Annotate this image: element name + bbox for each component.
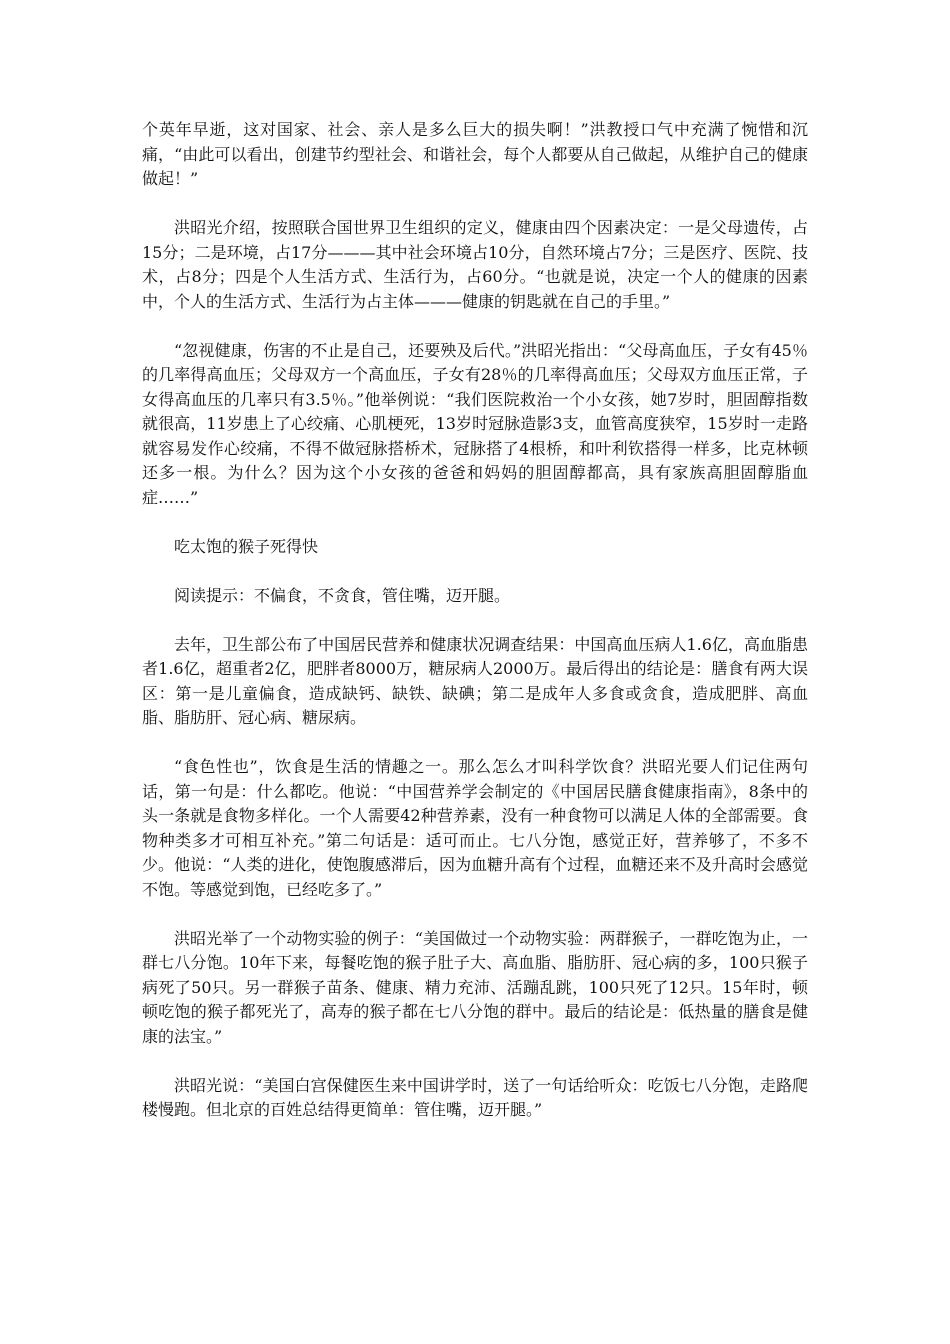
paragraph-3: “忽视健康，伤害的不止是自己，还要殃及后代。”洪昭光指出：“父母高血压，子女有45％的几率得高血压；父母双方一个高血压，子女有28％的几率得高血压；父母双方血压正常，子女得高血压的几率只有3.5％。”他举例说：“我们医院救治一个小女孩，她7岁时，胆固醇指数就很高，11岁患上了心绞痛、心肌梗死，13岁时冠脉造影3支，血管高度狭窄，15岁时一走路就容易发作心绞痛，不得不做冠脉搭桥术，冠脉搭了4根桥，和叶利钦搭得一样多，比克林顿还多一根。为什么？因为这个小女孩的爸爸和妈妈的胆固醇都高，具有家族高胆固醇脂血症……”	[142, 340, 808, 507]
paragraph-2: 洪昭光介绍，按照联合国世界卫生组织的定义，健康由四个因素决定：一是父母遗传，占15分；二是环境，占17分———其中社会环境占10分，自然环境占7分；三是医疗、医院、技术，占8分；四是个人生活方式、生活行为，占60分。“也就是说，决定一个人的健康的因素中，个人的生活方式、生活行为占主体———健康的钥匙就在自己的手里。”	[142, 218, 808, 311]
paragraph-6: 去年，卫生部公布了中国居民营养和健康状况调查结果：中国高血压病人1.6亿，高血脂患者1.6亿，超重者2亿，肥胖者8000万，糖尿病人2000万。最后得出的结论是：膳食有两大误区：第一是儿童偏食，造成缺钙、缺铁、缺碘；第二是成年人多食或贪食，造成肥胖、高血脂、脂肪肝、冠心病、糖尿病。	[142, 634, 808, 727]
paragraph-8: 洪昭光举了一个动物实验的例子：“美国做过一个动物实验：两群猴子，一群吃饱为止，一群七八分饱。10年下来，每餐吃饱的猴子肚子大、高血脂、脂肪肝、冠心病的多，100只猴子病死了50只。另一群猴子苗条、健康、精力充沛、活蹦乱跳，100只死了12只。15年时，顿顿吃饱的猴子都死光了，高寿的猴子都在七八分饱的群中。最后的结论是：低热量的膳食是健康的法宝。”	[142, 928, 808, 1046]
paragraph-7: “食色性也”，饮食是生活的情趣之一。那么怎么才叫科学饮食？洪昭光要人们记住两句话，第一句是：什么都吃。他说：“中国营养学会制定的《中国居民膳食健康指南》，8条中的头一条就是食物多样化。一个人需要42种营养素，没有一种食物可以满足人体的全部需要。食物种类多才可相互补充。”第二句话是：适可而止。七八分饱，感觉正好，营养够了，不多不少。他说：“人类的进化，使饱腹感滞后，因为血糖升高有个过程，血糖还来不及升高时会感觉不饱。等感觉到饱，已经吃多了。”	[142, 757, 808, 899]
document-page	[142, 118, 808, 1147]
section-heading: 吃太饱的猴子死得快	[174, 536, 319, 556]
paragraph-9: 洪昭光说：“美国白宫保健医生来中国讲学时，送了一句话给听众：吃饭七八分饱，走路爬楼慢跑。但北京的百姓总结得更简单：管住嘴，迈开腿。”	[142, 1075, 808, 1119]
paragraph-1: 个英年早逝，这对国家、社会、亲人是多么巨大的损失啊！”洪教授口气中充满了惋惜和沉痛，“由此可以看出，创建节约型社会、和谐社会，每个人都要从自己做起，从维护自己的健康做起！”	[142, 120, 808, 188]
reading-tip: 阅读提示：不偏食，不贪食，管住嘴，迈开腿。	[174, 585, 511, 605]
